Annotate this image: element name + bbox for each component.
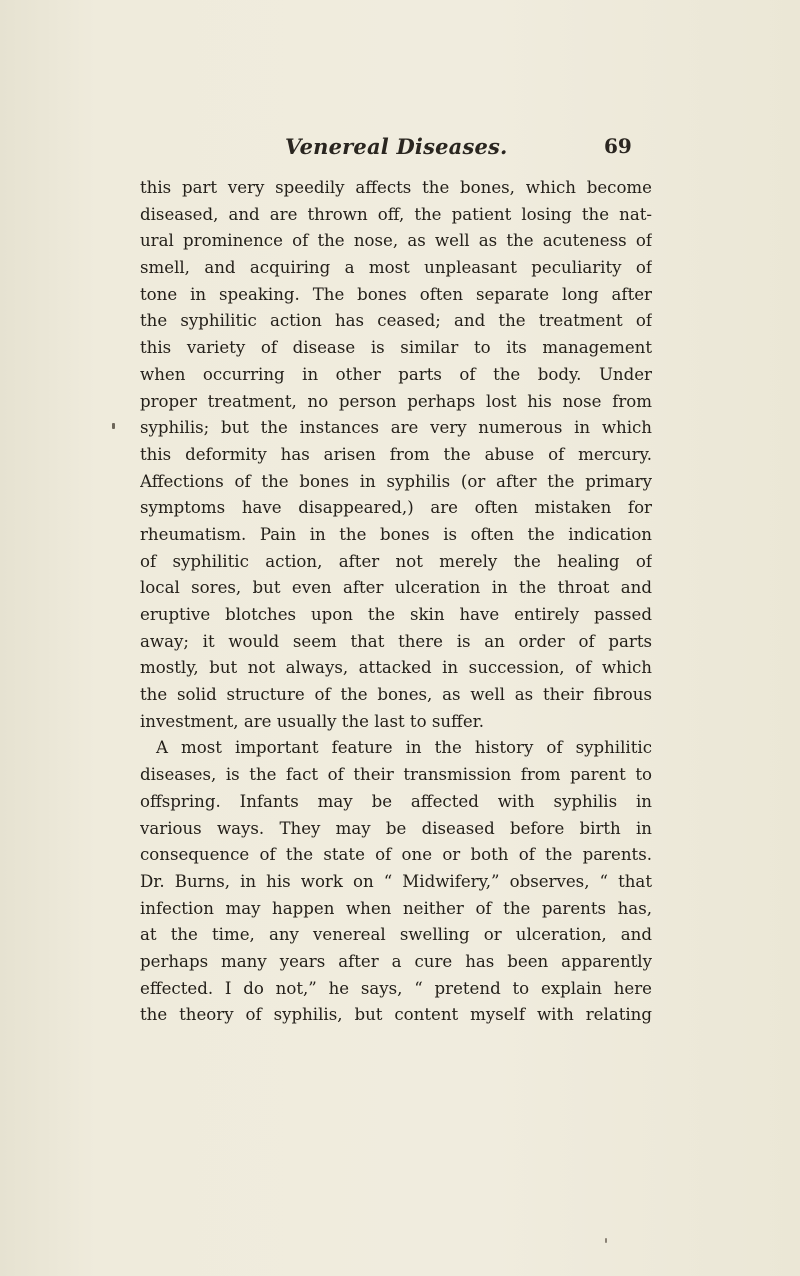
text-line: proper treatment, no person perhaps lost his nose from bbox=[140, 391, 652, 411]
text-line: syphilis; but the instances are very numerous in which bbox=[140, 418, 652, 438]
text-line: rheumatism. Pain in the bones is often the indication bbox=[140, 524, 652, 544]
text-line: away; it would seem that there is an order of parts bbox=[140, 631, 652, 651]
page-header bbox=[0, 128, 800, 168]
ink-speck bbox=[112, 423, 115, 429]
text-line: diseased, and are thrown off, the patient losing the nat- bbox=[140, 204, 652, 224]
text-line: A most important feature in the history of syphilitic bbox=[156, 738, 652, 758]
text-line: offspring. Infants may be affected with syphilis in bbox=[140, 791, 652, 811]
text-line: infection may happen when neither of the parents has, bbox=[140, 898, 652, 918]
text-line: this part very speedily affects the bones, which become bbox=[140, 178, 652, 197]
text-line: local sores, but even after ulceration in the throat and bbox=[140, 578, 652, 598]
text-line: Affections of the bones in syphilis (or after the primary bbox=[140, 471, 652, 491]
text-line: ural prominence of the nose, as well as the acuteness of bbox=[140, 231, 652, 251]
text-line: at the time, any venereal swelling or ulceration, and bbox=[140, 925, 652, 945]
body-text bbox=[140, 175, 652, 1029]
text-line: various ways. They may be diseased before birth in bbox=[140, 818, 652, 838]
text-line: perhaps many years after a cure has been apparently bbox=[140, 951, 652, 971]
text-line: mostly, but not always, attacked in succession, of which bbox=[140, 658, 652, 678]
text-line: diseases, is the fact of their transmission from parent to bbox=[140, 765, 652, 785]
text-line: eruptive blotches upon the skin have entirely passed bbox=[140, 605, 652, 624]
text-line: when occurring in other parts of the body. Under bbox=[140, 364, 652, 384]
text-line: smell, and acquiring a most unpleasant peculiarity of bbox=[140, 258, 652, 278]
text-line: this variety of disease is similar to its management bbox=[140, 338, 652, 358]
text-line: consequence of the state of one or both of the parents. bbox=[140, 845, 652, 865]
text-line: of syphilitic action, after not merely the healing of bbox=[140, 551, 652, 571]
running-title: Venereal Diseases. bbox=[285, 134, 508, 159]
text-line: investment, are usually the last to suffer. bbox=[140, 711, 485, 731]
text-line: symptoms have disappeared,) are often mistaken for bbox=[140, 498, 652, 518]
text-line: effected. I do not,” he says, “ pretend to explain here bbox=[140, 978, 652, 998]
text-line: this deformity has arisen from the abuse of mercury. bbox=[140, 444, 652, 464]
page-number: 69 bbox=[604, 134, 632, 158]
text-line: tone in speaking. The bones often separate long after bbox=[140, 284, 652, 304]
text-line: the theory of syphilis, but content myself with relating bbox=[140, 1005, 652, 1025]
text-line: the syphilitic action has ceased; and the treatment of bbox=[140, 311, 652, 331]
text-line: the solid structure of the bones, as well as their fibrous bbox=[140, 685, 652, 705]
ink-speck bbox=[605, 1238, 607, 1243]
text-line: Dr. Burns, in his work on “ Midwifery,” observes, “ that bbox=[140, 871, 652, 891]
